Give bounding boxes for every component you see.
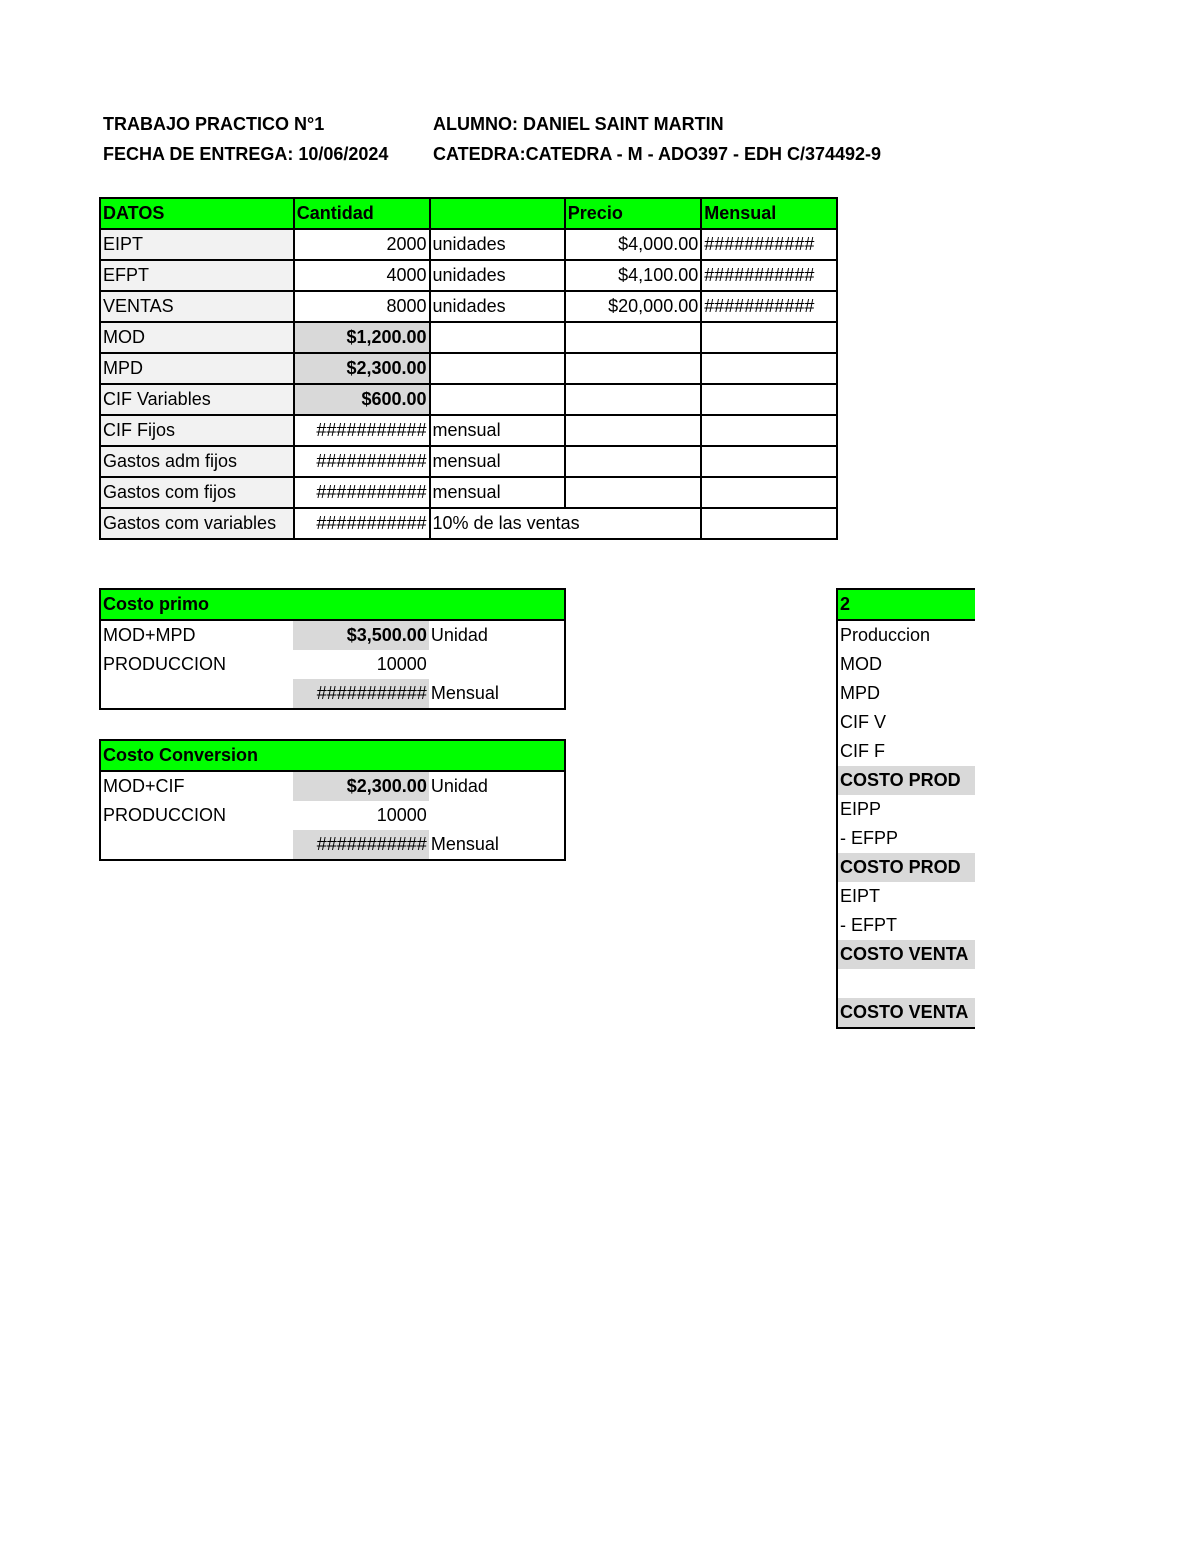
row-label: MPD (100, 353, 294, 384)
header-cell: Mensual (701, 198, 837, 229)
row-label: MOD+CIF (103, 776, 185, 796)
table-row (100, 830, 565, 860)
table-row (837, 795, 975, 824)
price-cell (565, 477, 701, 508)
table-row (100, 322, 837, 353)
row-label: EFPT (100, 260, 294, 291)
qty-cell: $2,300.00 (294, 353, 430, 384)
table-row (100, 801, 565, 830)
row-label: MPD (840, 683, 880, 703)
row-label: CIF V (840, 712, 887, 732)
unit-cell: mensual (430, 415, 565, 446)
row-label: Gastos com variables (100, 508, 294, 539)
qty-cell: $1,200.00 (294, 322, 430, 353)
row-label: CIF Fijos (100, 415, 294, 446)
monthly-cell (701, 446, 837, 477)
table-row (837, 882, 975, 911)
unit-cell: Mensual (430, 683, 499, 703)
costo-primo-header (100, 589, 565, 620)
table-row (837, 969, 975, 998)
table-row (100, 620, 565, 650)
unit-cell (429, 801, 565, 830)
value-cell: $3,500.00 (293, 620, 429, 650)
section-title: 2 (837, 589, 975, 620)
qty-cell: ########### (294, 508, 430, 539)
value-cell: $2,300.00 (293, 771, 429, 801)
header-cell: Cantidad (294, 198, 430, 229)
table-row (100, 415, 837, 446)
unit-cell: unidades (430, 229, 565, 260)
price-cell (565, 415, 701, 446)
costo-conversion-table (99, 739, 566, 861)
row-label: MOD+MPD (103, 625, 196, 645)
unit-cell: 10% de las ventas (430, 508, 702, 539)
datos-table (99, 197, 838, 540)
qty-cell: 8000 (294, 291, 430, 322)
table-row (837, 824, 975, 853)
table-row (100, 477, 837, 508)
value-cell: 10000 (376, 805, 427, 825)
row-label (837, 969, 975, 998)
table-row (837, 679, 975, 708)
table-row (837, 853, 975, 882)
value-cell: ########### (293, 830, 429, 860)
table-row (100, 679, 565, 709)
table-row (837, 650, 975, 679)
monthly-cell (701, 415, 837, 446)
table-row (837, 737, 975, 766)
unit-cell (429, 650, 565, 679)
price-cell (565, 446, 701, 477)
qty-cell: $600.00 (294, 384, 430, 415)
header-cell: Precio (565, 198, 701, 229)
unit-cell: mensual (430, 477, 565, 508)
table-row (837, 998, 975, 1028)
monthly-cell (701, 384, 837, 415)
row-label: CIF Variables (100, 384, 294, 415)
row-label (100, 830, 293, 860)
table-row (100, 229, 837, 260)
row-label: - EFPP (840, 828, 899, 848)
row-label (100, 679, 293, 709)
unit-cell (430, 353, 565, 384)
monthly-cell (701, 477, 837, 508)
table-row (100, 260, 837, 291)
section-title: Costo primo (100, 589, 565, 620)
price-cell: $4,100.00 (565, 260, 701, 291)
costo-conversion-header (100, 740, 565, 771)
section-2-header (837, 589, 975, 620)
header-cell (430, 198, 565, 229)
row-label: - EFPT (840, 915, 897, 935)
row-label: MOD (840, 654, 882, 674)
section-title: Costo Conversion (100, 740, 565, 771)
document-title: TRABAJO PRACTICO N°1 (103, 114, 325, 134)
table-row (100, 650, 565, 679)
table-row (100, 353, 837, 384)
row-label: PRODUCCION (103, 654, 227, 674)
row-label: CIF F (840, 741, 885, 761)
row-label: EIPT (840, 886, 881, 906)
row-label: PRODUCCION (103, 805, 227, 825)
unit-cell: unidades (430, 291, 565, 322)
row-label: COSTO PROD (837, 853, 975, 882)
table-row (100, 291, 837, 322)
student-name: ALUMNO: DANIEL SAINT MARTIN (433, 114, 724, 134)
row-label: Gastos adm fijos (100, 446, 294, 477)
row-label: COSTO VENTA (837, 998, 975, 1028)
section-2-table (836, 588, 975, 1029)
table-row (100, 508, 837, 539)
row-label: COSTO PROD (837, 766, 975, 795)
price-cell: $4,000.00 (565, 229, 701, 260)
monthly-cell: ########### (701, 260, 837, 291)
table-row (100, 384, 837, 415)
price-cell (565, 322, 701, 353)
table-row (837, 911, 975, 940)
qty-cell: 2000 (294, 229, 430, 260)
costo-primo-table (99, 588, 566, 710)
value-cell: ########### (293, 679, 429, 709)
course-info: CATEDRA:CATEDRA - M - ADO397 - EDH C/374492-9 (433, 144, 882, 164)
row-label: Produccion (840, 625, 931, 645)
value-cell: 10000 (376, 654, 427, 674)
monthly-cell (701, 508, 837, 539)
table-row (837, 766, 975, 795)
unit-cell: Mensual (430, 834, 499, 854)
row-label: MOD (100, 322, 294, 353)
monthly-cell: ########### (701, 229, 837, 260)
table-row (837, 940, 975, 969)
due-date: FECHA DE ENTREGA: 10/06/2024 (103, 144, 389, 164)
unit-cell: Unidad (430, 776, 488, 796)
row-label: EIPT (100, 229, 294, 260)
unit-cell: unidades (430, 260, 565, 291)
table-row (837, 620, 975, 650)
qty-cell: ########### (294, 446, 430, 477)
price-cell (565, 353, 701, 384)
row-label: COSTO VENTA (837, 940, 975, 969)
row-label: VENTAS (100, 291, 294, 322)
header-cell: DATOS (100, 198, 294, 229)
qty-cell: 4000 (294, 260, 430, 291)
unit-cell: Unidad (430, 625, 488, 645)
price-cell: $20,000.00 (565, 291, 701, 322)
unit-cell: mensual (430, 446, 565, 477)
monthly-cell (701, 322, 837, 353)
datos-header-row (100, 198, 837, 229)
row-label: Gastos com fijos (100, 477, 294, 508)
monthly-cell (701, 353, 837, 384)
table-row (100, 771, 565, 801)
table-row (100, 446, 837, 477)
unit-cell (430, 322, 565, 353)
row-label: EIPP (840, 799, 882, 819)
qty-cell: ########### (294, 415, 430, 446)
table-row (837, 708, 975, 737)
qty-cell: ########### (294, 477, 430, 508)
price-cell (565, 384, 701, 415)
monthly-cell: ########### (701, 291, 837, 322)
unit-cell (430, 384, 565, 415)
